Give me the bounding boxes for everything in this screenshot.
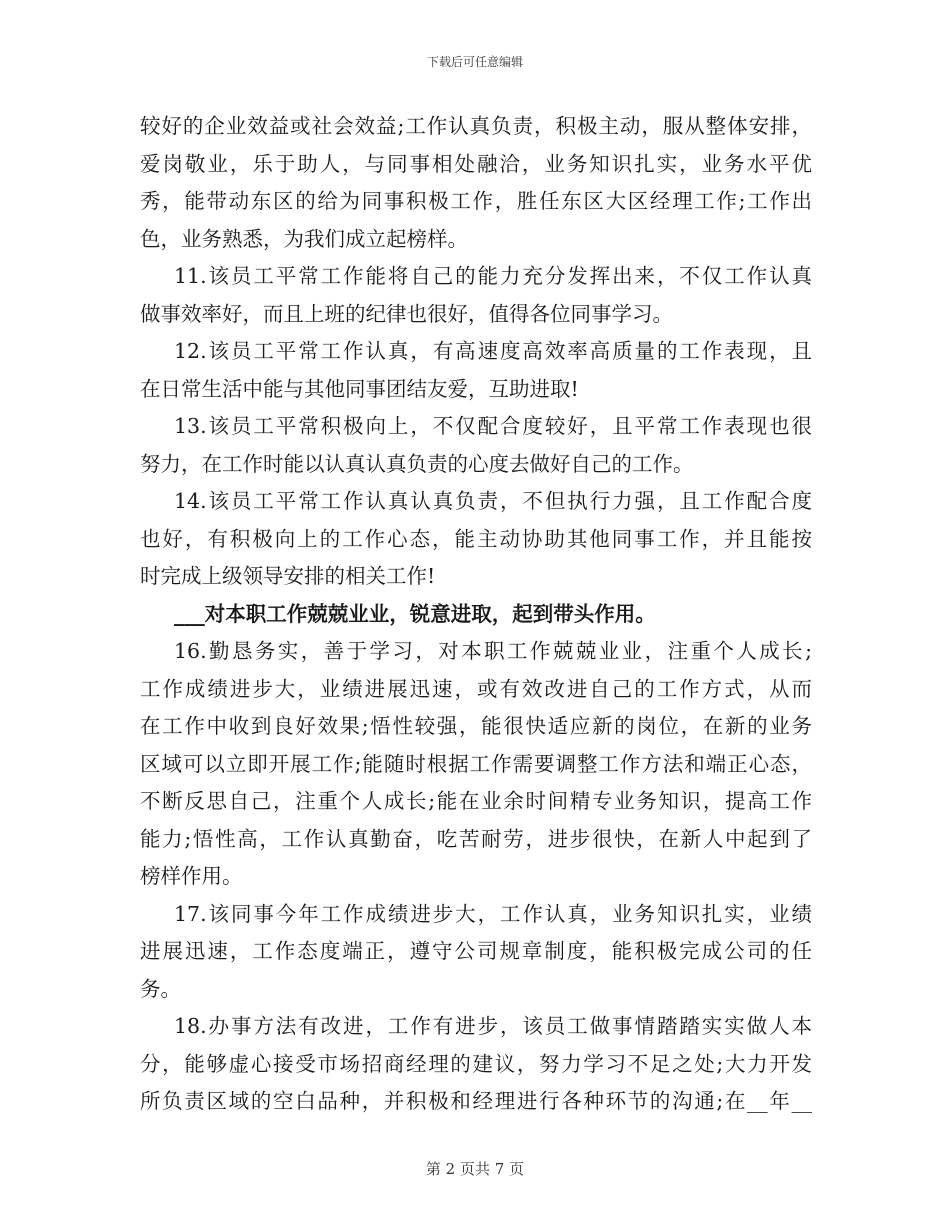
text-line: 不断反思自己，注重个人成长;能在业余时间精专业务知识，提高工作 <box>140 789 812 813</box>
text-line: 榜样作用。 <box>140 864 243 888</box>
text-line: 时完成上级领导安排的相关工作! <box>140 564 436 588</box>
text-line: 在工作中收到良好效果;悟性较强，能很快适应新的岗位，在新的业务 <box>140 714 812 738</box>
text-line: 13.该员工平常积极向上，不仅配合度较好，且平常工作表现也很 <box>174 414 812 438</box>
text-line: 做事效率好，而且上班的纪律也很好，值得各位同事学习。 <box>140 301 673 326</box>
text-line: 区域可以立即开展工作;能随时根据工作需要调整工作方法和端正心态， <box>140 751 812 776</box>
text-line: 分，能够虚心接受市场招商经理的建议，努力学习不足之处;大力开发 <box>140 1051 812 1076</box>
text-line: 较好的企业效益或社会效益;工作认真负责，积极主动，服从整体安排， <box>140 114 812 138</box>
text-line: 进展迅速，工作态度端正，遵守公司规章制度，能积极完成公司的任 <box>140 939 812 963</box>
text-line: 18.办事方法有改进，工作有进步，该员工做事情踏踏实实做人本 <box>174 1014 812 1038</box>
text-line: 努力，在工作时能以认真认真负责的心度去做好自己的工作。 <box>140 451 694 476</box>
section-heading-line: ___对本职工作兢兢业业，锐意进取，起到带头作用。 <box>174 601 656 626</box>
page-footer: 第 2 页共 7 页 <box>425 1160 525 1178</box>
text-line: 也好，有积极向上的工作心态，能主动协助其他同事工作，并且能按 <box>140 526 812 551</box>
text-line: 12.该员工平常工作认真，有高速度高效率高质量的工作表现，且 <box>174 339 812 363</box>
text-line: 14.该员工平常工作认真认真负责，不但执行力强，且工作配合度 <box>174 489 812 513</box>
text-line: 16.勤恳务实，善于学习，对本职工作兢兢业业，注重个人成长; <box>174 639 812 663</box>
text-line: 爱岗敬业，乐于助人，与同事相处融洽，业务知识扎实，业务水平优 <box>140 151 812 176</box>
text-line: 在日常生活中能与其他同事团结友爱，互助进取! <box>140 376 579 401</box>
text-line: 所负责区域的空白品种，并积极和经理进行各种环节的沟通;在__年__ <box>140 1089 812 1113</box>
text-line: 17.该同事今年工作成绩进步大，工作认真，业务知识扎实，业绩 <box>174 901 812 926</box>
page-header: 下载后可任意编辑 <box>426 55 523 69</box>
document-body <box>140 108 812 1121</box>
text-line: 秀，能带动东区的给为同事积极工作，胜任东区大区经理工作;工作出 <box>140 189 812 213</box>
text-line: 工作成绩进步大，业绩进展迅速，或有效改进自己的工作方式，从而 <box>140 676 812 701</box>
text-line: 色，业务熟悉，为我们成立起榜样。 <box>140 226 468 251</box>
text-line: 务。 <box>140 976 181 1001</box>
text-line: 11.该员工平常工作能将自己的能力充分发挥出来，不仅工作认真 <box>174 264 812 288</box>
text-line: 能力;悟性高，工作认真勤奋，吃苦耐劳，进步很快，在新人中起到了 <box>140 826 812 851</box>
